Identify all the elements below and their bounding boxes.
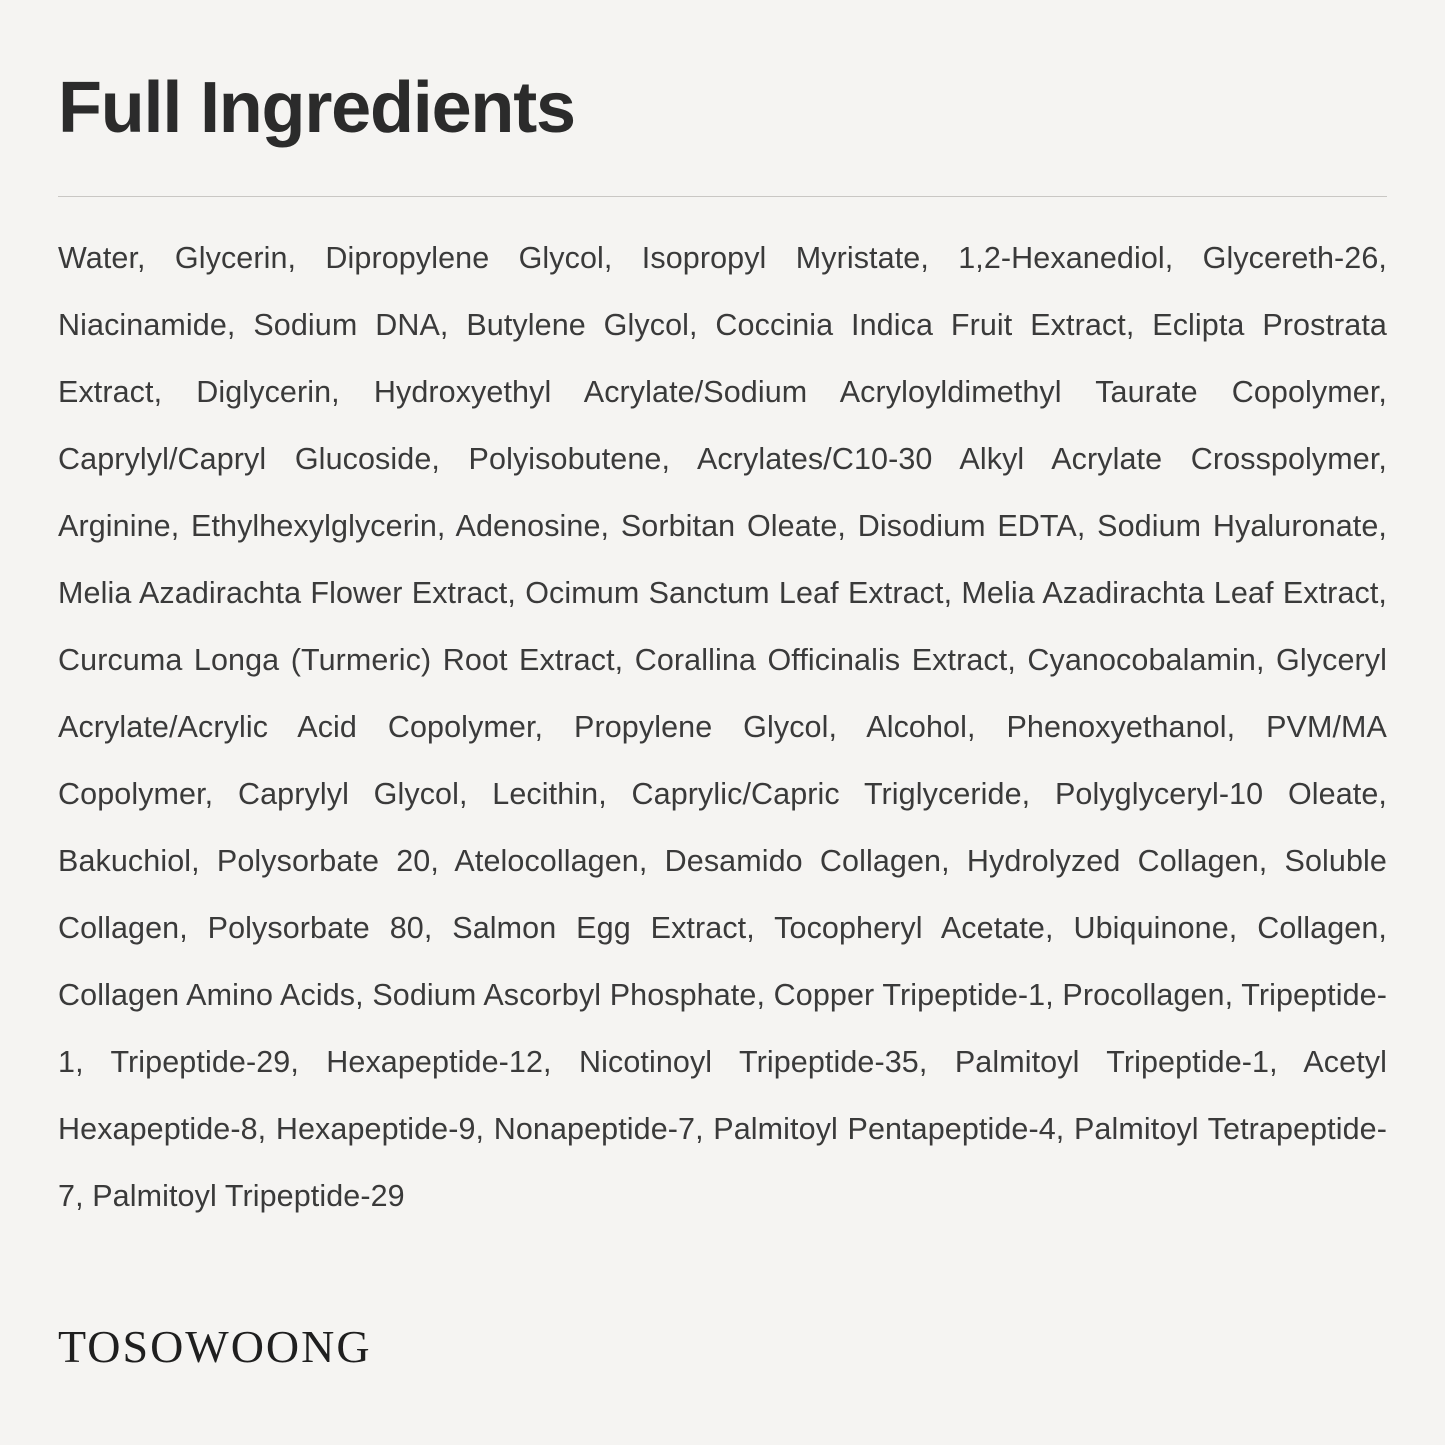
page-title: Full Ingredients	[58, 68, 575, 148]
brand-wordmark: TOSOWOONG	[58, 1321, 372, 1372]
title-divider	[58, 196, 1387, 197]
ingredients-body-text: Water, Glycerin, Dipropylene Glycol, Isopropyl Myristate, 1,2-Hexanediol, Glycereth-26, Niacinamide, Sodium DNA, Butylene Glycol, Coccinia Indica Fruit Extract, Eclipta Prostrata Extract, Diglycerin, Hydroxyethyl Acrylate/Sodium Acryloyldimethyl Taurate Copolymer, Caprylyl/Capryl Glucoside, Polyisobutene, Acrylates/C10-30 Alkyl Acrylate Crosspolymer, Arginine, Ethylhexylglycerin, Adenosine, Sorbitan Oleate, Disodium EDTA, Sodium Hyaluronate, Melia Azadirachta Flower Extract, Ocimum Sanctum Leaf Extract, Melia Azadirachta Leaf Extract, Curcuma Longa (Turmeric) Root Extract, Corallina Officinalis Extract, Cyanocobalamin, Glyceryl Acrylate/Acrylic Acid Copolymer, Propylene Glycol, Alcohol, Phenoxyethanol, PVM/MA Copolymer, Caprylyl Glycol, Lecithin, Caprylic/Capric Triglyceride, Polyglyceryl-10 Oleate, Bakuchiol, Polysorbate 20, Atelocollagen, Desamido Collagen, Hydrolyzed Collagen, Soluble Collagen, Polysorbate 80, Salmon Egg Extract, Tocopheryl Acetate, Ubiquinone, Collagen, Collagen Amino Acids, Sodium Ascorbyl Phosphate, Copper Tripeptide-1, Procollagen, Tripeptide-1, Tripeptide-29, Hexapeptide-12, Nicotinoyl Tripeptide-35, Palmitoyl Tripeptide-1, Acetyl Hexapeptide-8, Hexapeptide-9, Nonapeptide-7, Palmitoyl Pentapeptide-4, Palmitoyl Tetrapeptide-7, Palmitoyl Tripeptide-29	[58, 241, 1387, 1213]
